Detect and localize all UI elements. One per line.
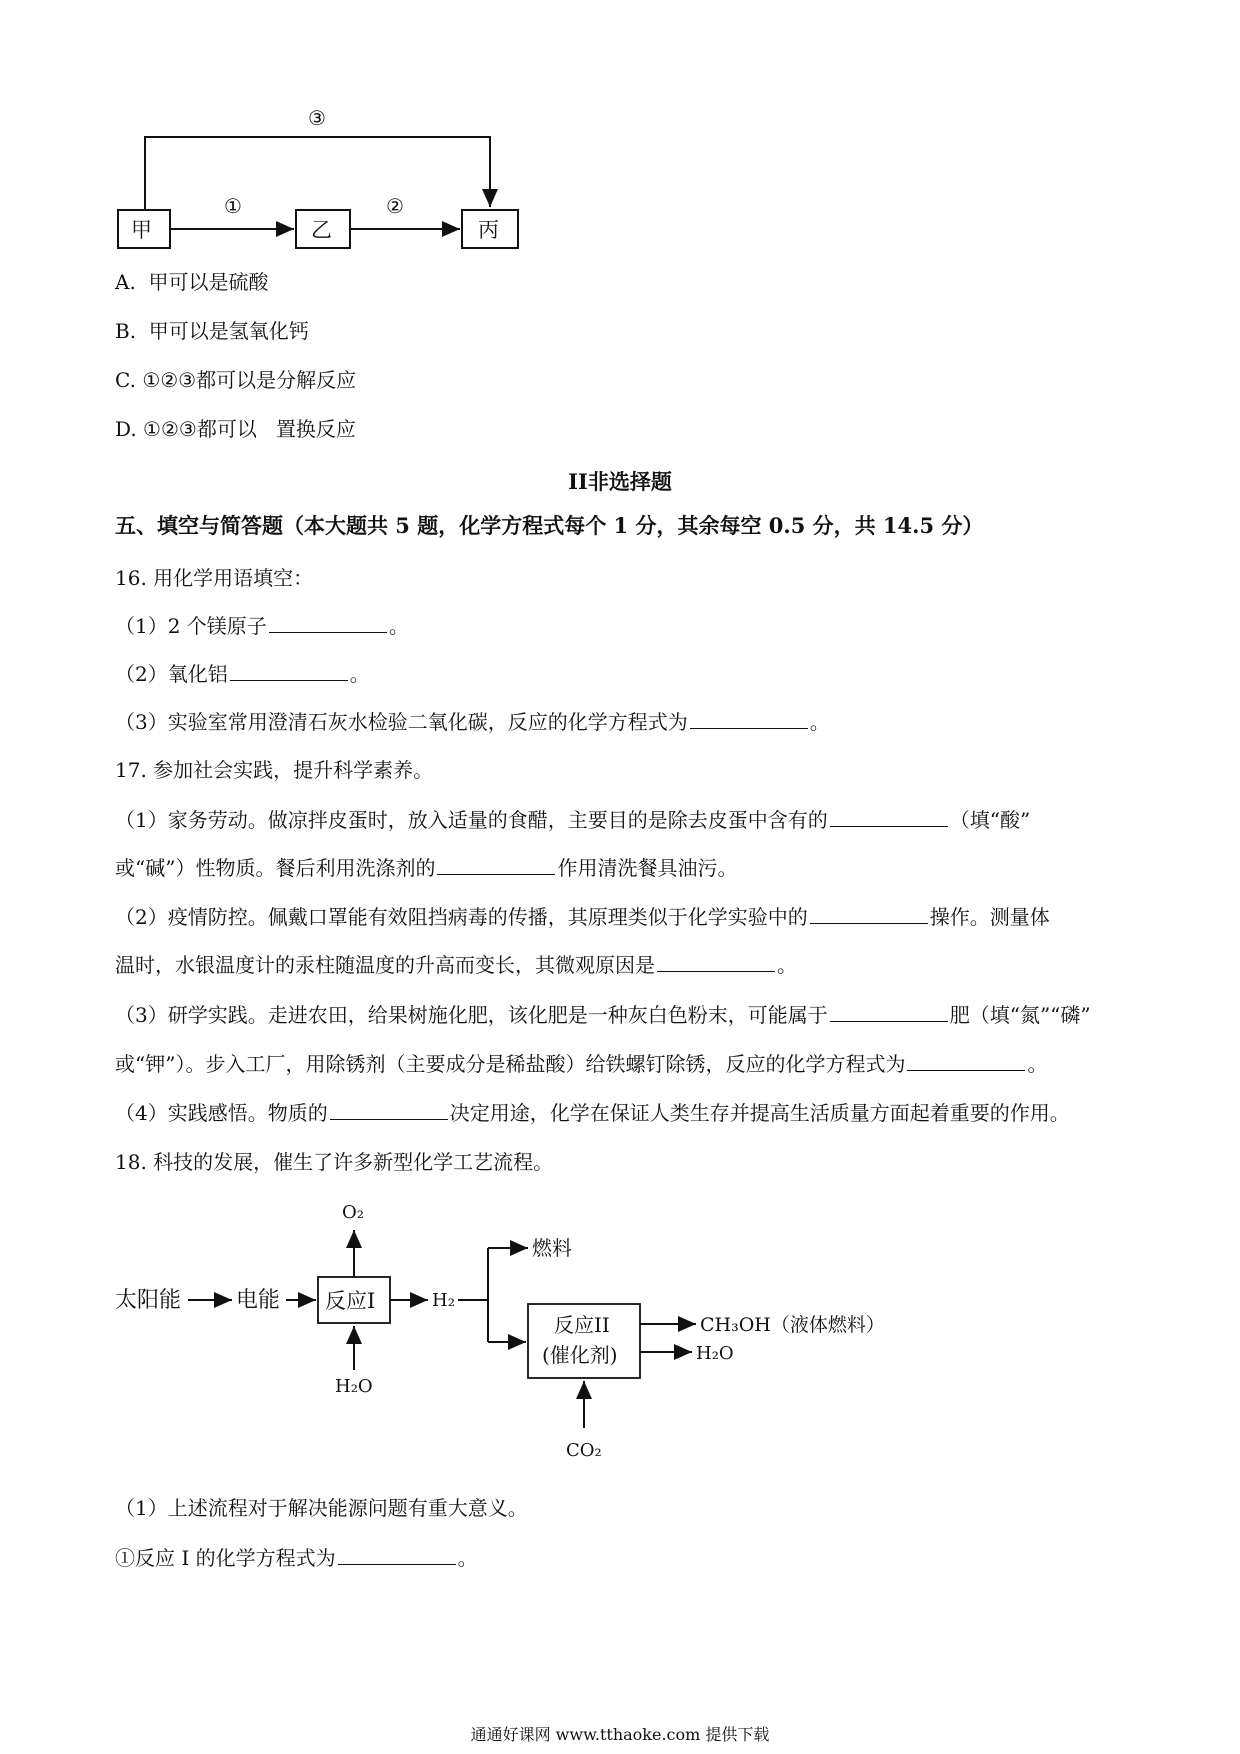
q17-part2-line1: （2）疫情防控。佩戴口罩能有效阻挡病毒的传播，其原理类似于化学实验中的 操作。测量体 <box>115 905 1050 929</box>
answer-blank <box>230 662 348 681</box>
reaction1-label: 反应I <box>325 1289 376 1313</box>
box-bing-label: 丙 <box>478 218 499 242</box>
q18-part1: （1）上述流程对于解决能源问题有重大意义。 <box>115 1496 528 1520</box>
option-c: C. ①②③都可以是分解反应 <box>115 368 357 392</box>
part5-title: 五、填空与简答题（本大题共 5 题，化学方程式每个 1 分，其余每空 0.5 分，共 14.5 分） <box>115 513 984 538</box>
answer-blank <box>269 614 387 633</box>
h2o-out-label: H₂O <box>696 1343 734 1364</box>
answer-blank <box>330 1101 448 1120</box>
h2o-in-label: H₂O <box>335 1376 373 1397</box>
answer-blank <box>907 1052 1025 1071</box>
arrow-3-label: ③ <box>308 106 326 130</box>
option-a: A. 甲可以是硫酸 <box>115 270 269 294</box>
q18-part1-sub1: ①反应 I 的化学方程式为 。 <box>115 1546 478 1570</box>
catalyst-label: (催化剂) <box>542 1343 618 1367</box>
process-flow-diagram <box>110 1200 970 1490</box>
box-jia-label: 甲 <box>131 218 152 242</box>
q17-part1-line2: 或“碱”）性物质。餐后利用洗涤剂的 作用清洗餐具油污。 <box>115 856 738 880</box>
ch3oh-label: CH₃OH（液体燃料） <box>700 1314 885 1336</box>
arrow-3-path <box>145 137 490 210</box>
q17-part3-line1: （3）研学实践。走进农田，给果树施化肥，该化肥是一种灰白色粉末，可能属于 肥（填“氮”“磷” <box>115 1003 1091 1027</box>
solar-energy-label: 太阳能 <box>115 1288 182 1313</box>
option-d: D. ①②③都可以 置换反应 <box>115 417 356 441</box>
q16-stem: 16. 用化学用语填空： <box>115 566 314 590</box>
answer-blank <box>657 953 775 972</box>
q16-part3: （3）实验室常用澄清石灰水检验二氧化碳，反应的化学方程式为 。 <box>115 710 830 734</box>
arrow-1-label: ① <box>224 194 242 218</box>
answer-blank <box>810 905 928 924</box>
fuel-label: 燃料 <box>532 1236 572 1260</box>
page-footer: 通通好课网 www.tthaoke.com 提供下载 <box>470 1725 770 1744</box>
q18-stem: 18. 科技的发展，催生了许多新型化学工艺流程。 <box>115 1150 554 1174</box>
q17-stem: 17. 参加社会实践，提升科学素养。 <box>115 758 434 782</box>
reaction2-label: 反应II <box>554 1313 610 1337</box>
answer-blank <box>338 1546 456 1565</box>
answer-blank <box>437 856 555 875</box>
electric-energy-label: 电能 <box>236 1288 281 1313</box>
h2-label: H₂ <box>432 1290 455 1311</box>
reaction-scheme-diagram <box>100 95 660 255</box>
q17-part2-line2: 温时，水银温度计的汞柱随温度的升高而变长，其微观原因是 。 <box>115 953 797 977</box>
q16-part2: （2）氧化铝 。 <box>115 662 370 686</box>
arrow-2-label: ② <box>386 194 404 218</box>
q16-part1: （1）2 个镁原子 。 <box>115 614 409 638</box>
answer-blank <box>830 808 948 827</box>
q17-part1-line1: （1）家务劳动。做凉拌皮蛋时，放入适量的食醋，主要目的是除去皮蛋中含有的 （填“酸” <box>115 808 1031 832</box>
answer-blank <box>690 710 808 729</box>
o2-label: O₂ <box>342 1202 364 1223</box>
section-title: II非选择题 <box>568 469 672 494</box>
co2-label: CO₂ <box>566 1440 602 1461</box>
answer-blank <box>830 1003 948 1022</box>
q17-part3-line2: 或“钾”）。步入工厂，用除锈剂（主要成分是稀盐酸）给铁螺钉除锈，反应的化学方程式为 。 <box>115 1052 1048 1076</box>
box-yi-label: 乙 <box>311 218 332 242</box>
option-b: B. 甲可以是氢氧化钙 <box>115 319 309 343</box>
q17-part4: （4）实践感悟。物质的 决定用途，化学在保证人类生存并提高生活质量方面起着重要的作用。 <box>115 1101 1070 1125</box>
